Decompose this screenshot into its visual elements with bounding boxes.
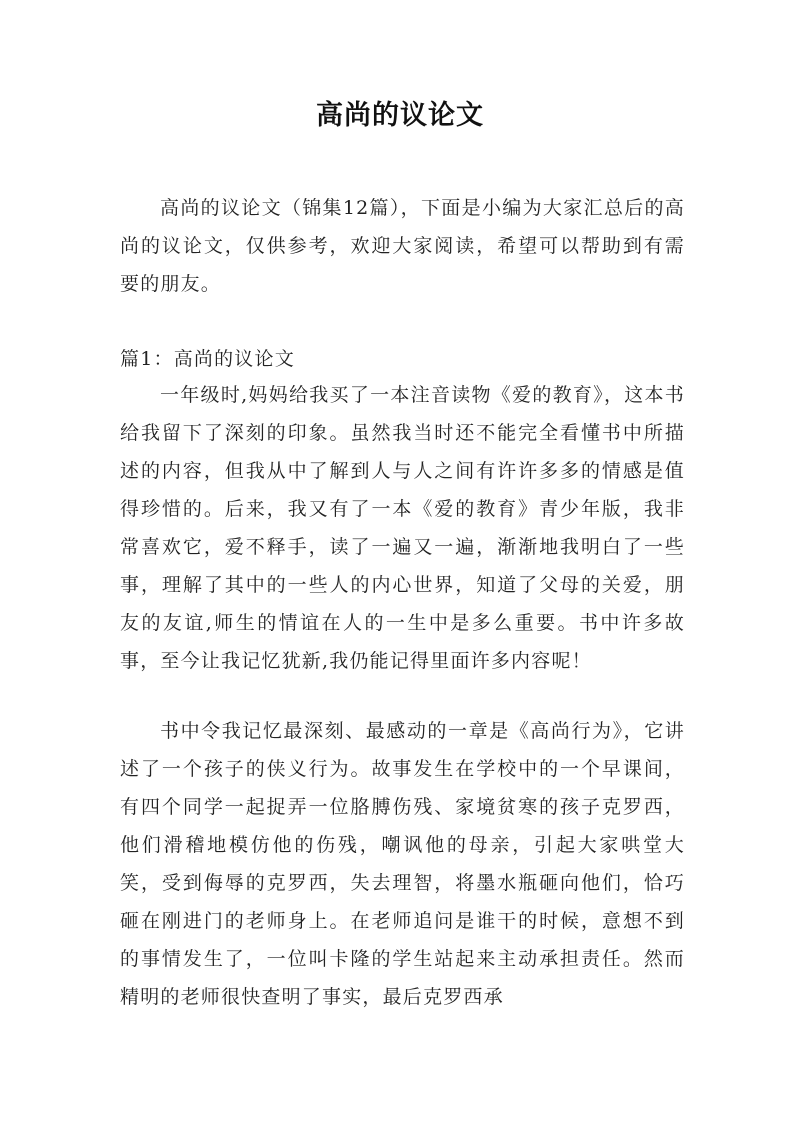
body-paragraph: 书中令我记忆最深刻、最感动的一章是《高尚行为》，它讲述了一个孩子的侠义行为。故事发生在学校中的一个早课间，有四个同学一起捉弄一位胳膊伤残、家境贫寒的孩子克罗西，他们滑稽地模仿他的伤残，嘲讽他的母亲，引起大家哄堂大笑，受到侮辱的克罗西，失去理智，将墨水瓶砸向他们，恰巧砸在刚进门的老师身上。在老师追问是谁干的时候，意想不到的事情发生了，一位叫卡隆的学生站起来主动承担责任。然而精明的老师很快查明了事实，最后克罗西承 xyxy=(120,720,685,1008)
intro-paragraph: 高尚的议论文（锦集12篇），下面是小编为大家汇总后的高尚的议论文，仅供参考，欢迎大家阅读，希望可以帮助到有需要的朋友。 xyxy=(120,197,685,295)
body-paragraph: 一年级时,妈妈给我买了一本注音读物《爱的教育》，这本书给我留下了深刻的印象。虽然我当时还不能完全看懂书中所描述的内容，但我从中了解到人与人之间有许许多多的情感是值得珍惜的。后来，我又有了一本《爱的教育》青少年版，我非常喜欢它，爱不释手，读了一遍又一遍，渐渐地我明白了一些事，理解了其中的一些人的内心世界，知道了父母的关爱，朋友的友谊,师生的情谊在人的一生中是多么重要。书中许多故事，至今让我记忆犹新,我仍能记得里面许多内容呢！ xyxy=(120,384,685,672)
section-heading: 篇1：高尚的议论文 xyxy=(120,348,295,370)
document-title: 高尚的议论文 xyxy=(316,100,484,131)
